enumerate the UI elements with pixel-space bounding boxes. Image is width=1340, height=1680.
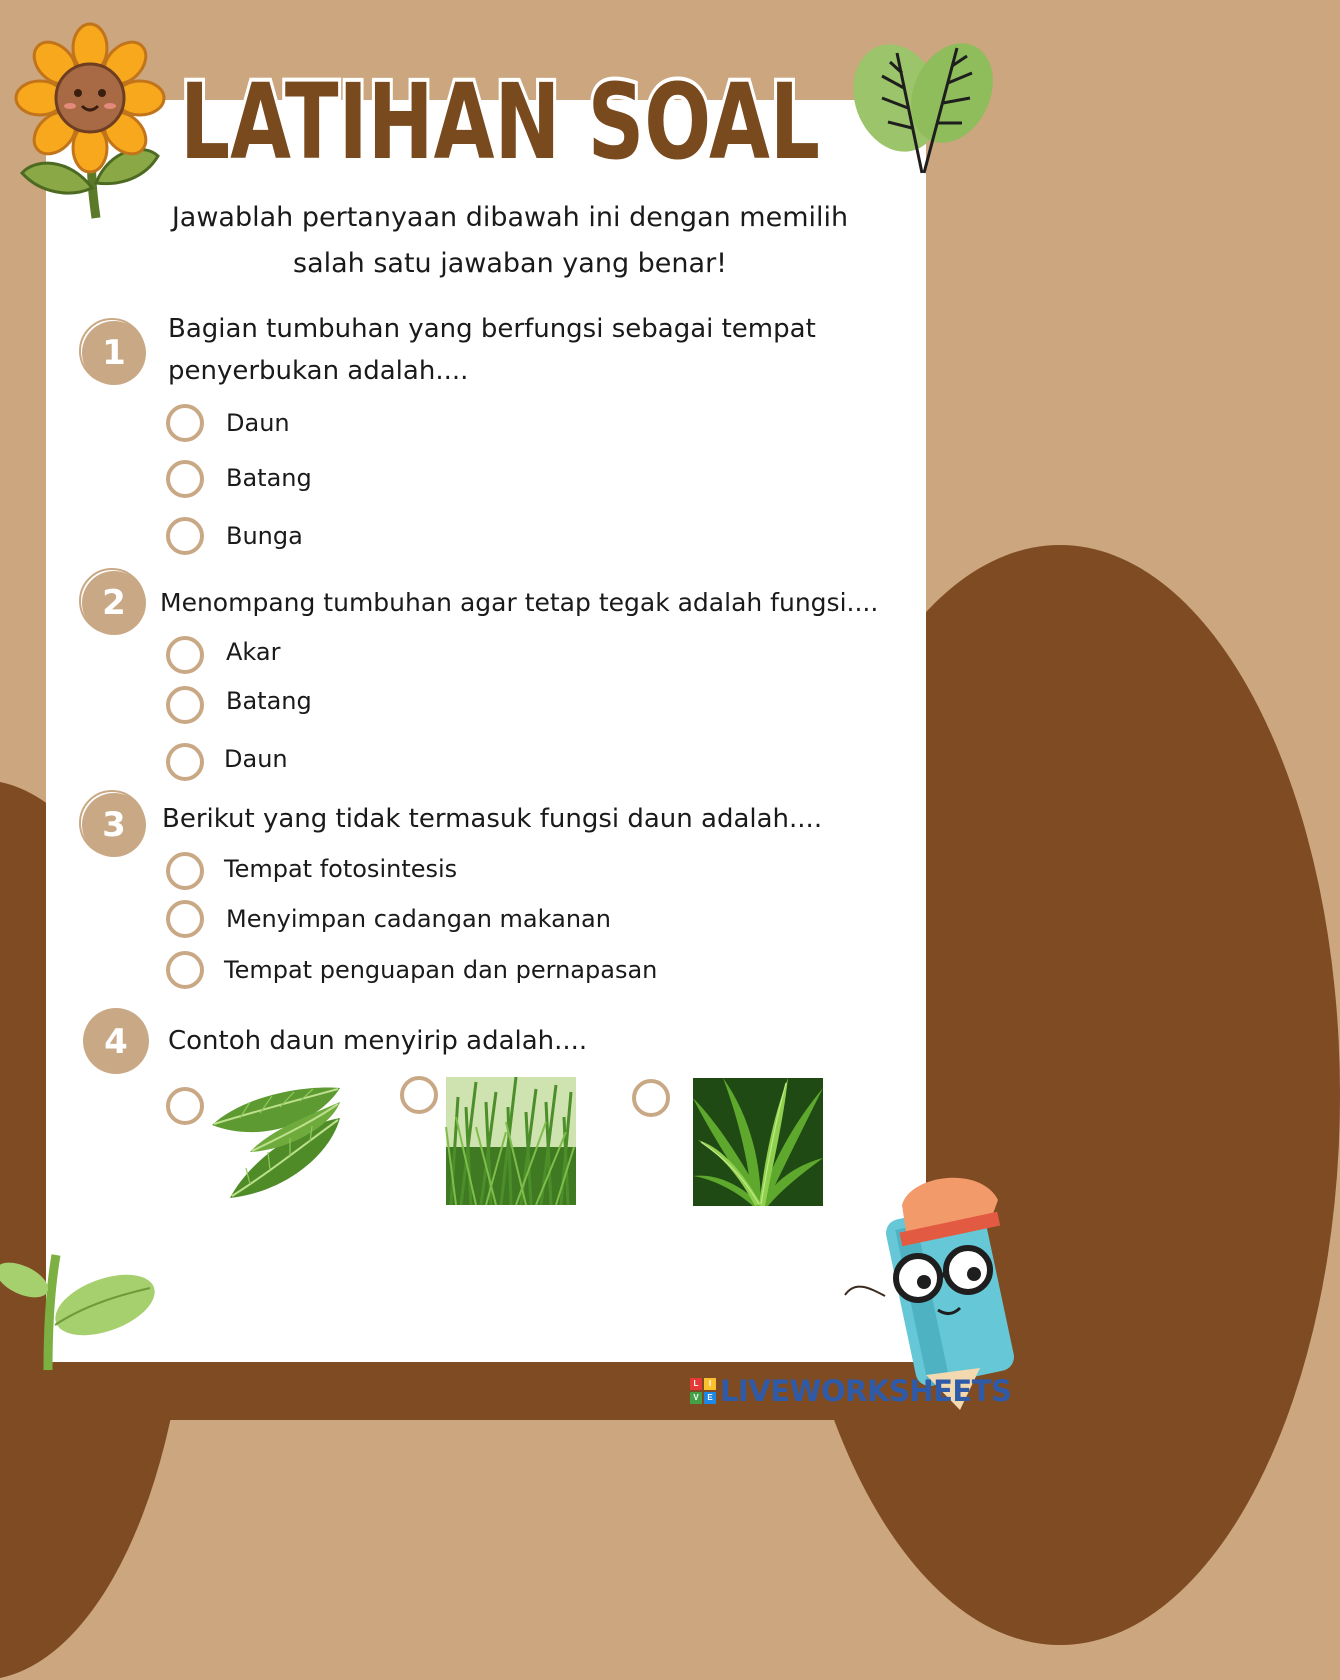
page-title-text: LATIHAN SOAL	[180, 61, 820, 183]
option-radio[interactable]	[166, 743, 204, 781]
pinnate-leaves-image[interactable]	[210, 1080, 342, 1202]
option-radio[interactable]	[166, 636, 204, 674]
option-radio[interactable]	[166, 517, 204, 555]
question-number-badge	[76, 566, 146, 636]
pandan-leaves-image[interactable]	[693, 1078, 823, 1206]
question-number: 2	[102, 583, 126, 623]
option-radio[interactable]	[400, 1076, 438, 1114]
option-label: Menyimpan cadangan makanan	[226, 905, 611, 933]
logo-letter-l: L	[690, 1378, 702, 1390]
option-radio[interactable]	[166, 1087, 204, 1125]
question-text-line-2: penyerbukan adalah....	[168, 356, 469, 386]
option-radio[interactable]	[166, 686, 204, 724]
option-radio[interactable]	[632, 1079, 670, 1117]
liveworksheets-logo-icon	[690, 1378, 716, 1404]
page-title	[150, 58, 850, 183]
logo-letter-e: E	[704, 1392, 716, 1404]
question-number-badge	[76, 788, 146, 858]
option-label: Tempat penguapan dan pernapasan	[224, 956, 658, 984]
question-text-line-1: Menompang tumbuhan agar tetap tegak adalah fungsi....	[160, 588, 879, 617]
option-radio[interactable]	[166, 852, 204, 890]
question-text	[160, 582, 920, 624]
option-radio[interactable]	[166, 460, 204, 498]
option-label: Daun	[224, 745, 288, 773]
grass-image[interactable]	[446, 1077, 576, 1205]
option-label: Daun	[226, 409, 290, 437]
instructions-line-1: Jawablah pertanyaan dibawah ini dengan memilih	[171, 202, 849, 233]
question-text	[162, 798, 922, 840]
leaves-icon	[852, 28, 992, 178]
question-number: 1	[102, 333, 126, 373]
option-label: Akar	[226, 638, 281, 666]
option-label: Tempat fotosintesis	[224, 855, 458, 883]
logo-letter-v: V	[690, 1392, 702, 1404]
question-text	[168, 1020, 908, 1062]
instructions-line-2: salah satu jawaban yang benar!	[293, 248, 727, 279]
question-text	[168, 308, 908, 392]
instructions	[100, 195, 920, 287]
question-number: 4	[104, 1022, 128, 1062]
liveworksheets-watermark	[690, 1374, 1011, 1408]
option-radio[interactable]	[166, 404, 204, 442]
option-label: Bunga	[226, 522, 303, 550]
question-number: 3	[102, 805, 126, 845]
option-radio[interactable]	[166, 951, 204, 989]
logo-letter-i: I	[704, 1378, 716, 1390]
sunflower-icon	[10, 18, 165, 223]
question-number-badge	[80, 1006, 150, 1076]
option-label: Batang	[226, 464, 312, 492]
option-radio[interactable]	[166, 900, 204, 938]
option-label: Batang	[226, 687, 312, 715]
question-number-badge	[76, 316, 146, 386]
liveworksheets-text: LIVEWORKSHEETS	[720, 1374, 1012, 1408]
question-text-line-1: Bagian tumbuhan yang berfungsi sebagai tempat	[168, 314, 816, 344]
sprout-icon	[0, 1250, 160, 1370]
question-text-line-1: Berikut yang tidak termasuk fungsi daun adalah....	[162, 804, 823, 834]
question-text-line-1: Contoh daun menyirip adalah....	[168, 1026, 588, 1056]
